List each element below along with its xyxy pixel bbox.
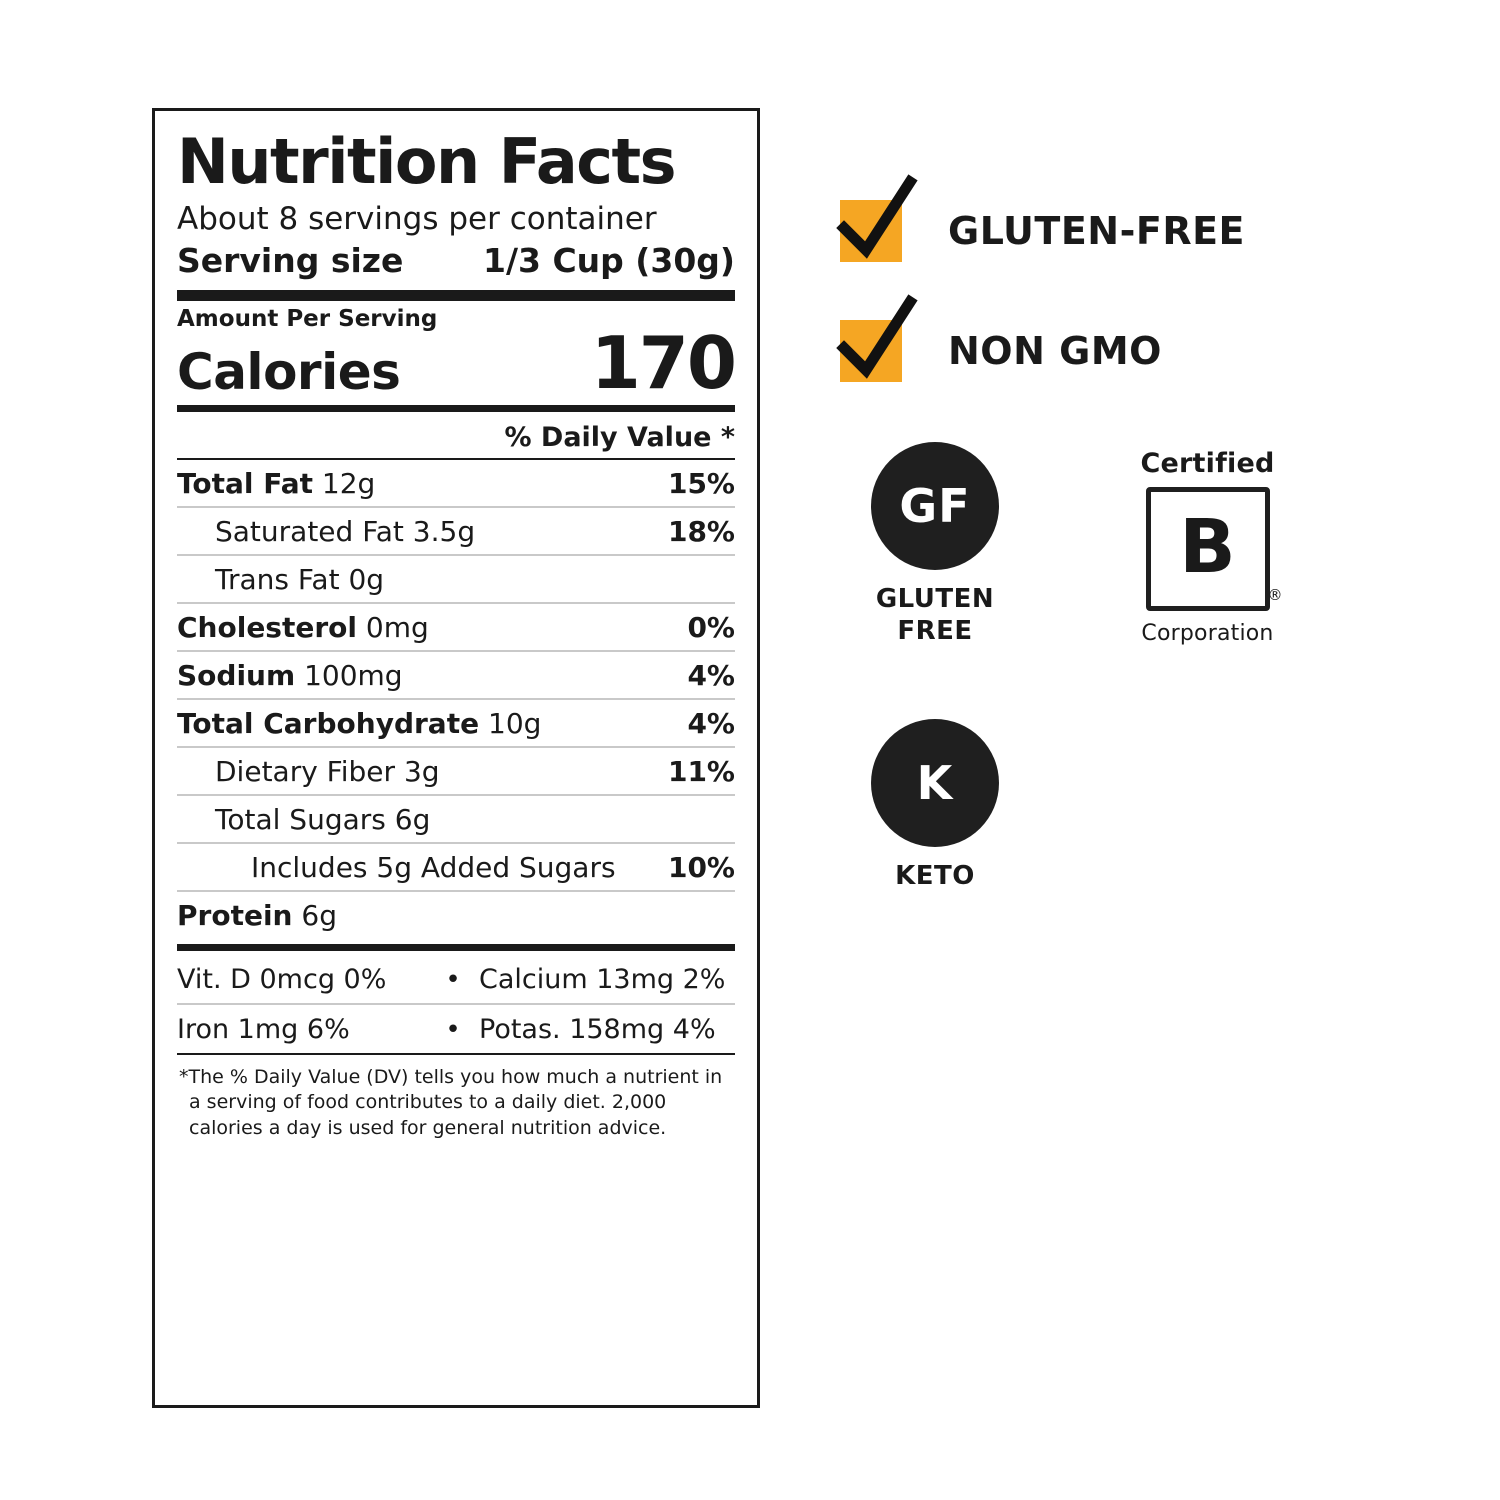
bcorp-certified-label: Certified xyxy=(1140,448,1275,479)
nutrient-name: Trans Fat xyxy=(215,562,340,596)
seal-row xyxy=(840,442,1360,647)
checkmark-icon xyxy=(840,200,902,262)
nutrient-percent: 4% xyxy=(687,706,735,740)
divider-thick-top xyxy=(177,290,735,301)
nutrient-name: Cholesterol xyxy=(177,610,357,644)
nutrient-name: Total Carbohydrate xyxy=(177,706,480,740)
nutrient-percent: 10% xyxy=(667,850,735,884)
badge-label: GLUTEN-FREE xyxy=(948,209,1245,253)
keto-mark-icon: K xyxy=(871,719,999,847)
nutrient-amount: 12g xyxy=(321,466,376,500)
nutrient-name: Sodium xyxy=(177,658,296,692)
gluten-free-caption-line2: FREE xyxy=(897,615,973,646)
nutrient-name: Total Fat xyxy=(177,466,314,500)
nutrient-name: Includes 5g Added Sugars xyxy=(251,850,616,884)
divider-below-calories xyxy=(177,405,735,412)
micronutrient-right: Potas. 158mg 4% xyxy=(479,1013,716,1045)
badge-non-gmo-check xyxy=(840,320,1360,382)
nutrient-row xyxy=(177,700,735,746)
nutrient-name: Dietary Fiber xyxy=(215,754,396,788)
registered-mark: ® xyxy=(1267,586,1283,604)
bullet-separator: • xyxy=(445,964,461,995)
micronutrient-left: Iron 1mg 6% xyxy=(177,1013,350,1045)
nutrition-facts-panel xyxy=(152,108,760,1408)
nutrition-facts-title: Nutrition Facts xyxy=(177,125,676,198)
daily-value-header: % Daily Value * xyxy=(504,421,735,453)
micronutrient-left: Vit. D 0mcg 0% xyxy=(177,963,387,995)
micronutrient-row xyxy=(177,955,735,1003)
nutrient-percent: 18% xyxy=(667,514,735,548)
nutrient-row xyxy=(177,460,735,506)
nutrient-amount: 3g xyxy=(403,754,440,788)
bcorp-letter: B xyxy=(1179,504,1236,590)
gluten-free-seal xyxy=(840,442,1030,647)
micronutrient-right: Calcium 13mg 2% xyxy=(479,963,726,995)
checkmark-icon xyxy=(840,320,902,382)
micronutrient-row xyxy=(177,1005,735,1053)
nutrient-percent: 4% xyxy=(687,658,735,692)
nutrient-amount: 10g xyxy=(488,706,542,740)
nutrient-amount: 100mg xyxy=(304,658,403,692)
nutrient-percent: 15% xyxy=(667,466,735,500)
nutrient-name: Total Sugars xyxy=(215,802,386,836)
bcorp-seal xyxy=(1100,442,1315,646)
gluten-free-caption-line1: GLUTEN xyxy=(875,584,995,614)
nutrient-row xyxy=(177,652,735,698)
nutrient-row xyxy=(177,508,735,554)
daily-value-footnote: *The % Daily Value (DV) tells you how much a nutrient in a serving of food contributes to a daily diet. 2,000 calories a day is used for general nutrition advice. xyxy=(179,1065,723,1139)
nutrient-amount: 0g xyxy=(348,562,385,596)
bullet-separator: • xyxy=(445,1014,461,1045)
nutrient-percent: 11% xyxy=(667,754,735,788)
divider-below-protein xyxy=(177,944,735,951)
calories-value: 170 xyxy=(590,321,735,406)
nutrient-amount: 0mg xyxy=(365,610,429,644)
nutrient-amount: 3.5g xyxy=(412,514,476,548)
nutrient-name: Saturated Fat xyxy=(215,514,404,548)
nutrient-amount: 6g xyxy=(301,898,337,932)
badge-gluten-free-check xyxy=(840,200,1360,262)
gluten-free-seal-caption xyxy=(840,584,1030,647)
nutrient-row xyxy=(177,844,735,890)
keto-seal xyxy=(840,719,1030,893)
badge-column xyxy=(840,200,1360,893)
nutrient-row xyxy=(177,604,735,650)
calories-label: Calories xyxy=(177,343,401,402)
nutrient-name: Protein xyxy=(177,898,293,932)
nutrient-row xyxy=(177,556,735,602)
calories-row xyxy=(177,321,735,406)
nutrient-percent: 0% xyxy=(687,610,735,644)
amount-per-serving-label: Amount Per Serving xyxy=(177,305,438,332)
servings-per-container: About 8 servings per container xyxy=(177,201,657,238)
serving-size-row xyxy=(177,241,735,280)
keto-seal-caption: KETO xyxy=(895,861,975,892)
nutrient-row xyxy=(177,796,735,842)
nutrient-row xyxy=(177,748,735,794)
gf-mark-icon: GF xyxy=(871,442,999,570)
serving-size-label: Serving size xyxy=(177,240,404,280)
protein-row xyxy=(177,892,735,938)
nutrient-amount: 6g xyxy=(394,802,431,836)
bcorp-b-icon xyxy=(1146,487,1283,611)
badge-label: NON GMO xyxy=(948,329,1162,373)
serving-size-value: 1/3 Cup (30g) xyxy=(483,240,735,280)
bcorp-corporation-label: Corporation xyxy=(1141,621,1274,646)
